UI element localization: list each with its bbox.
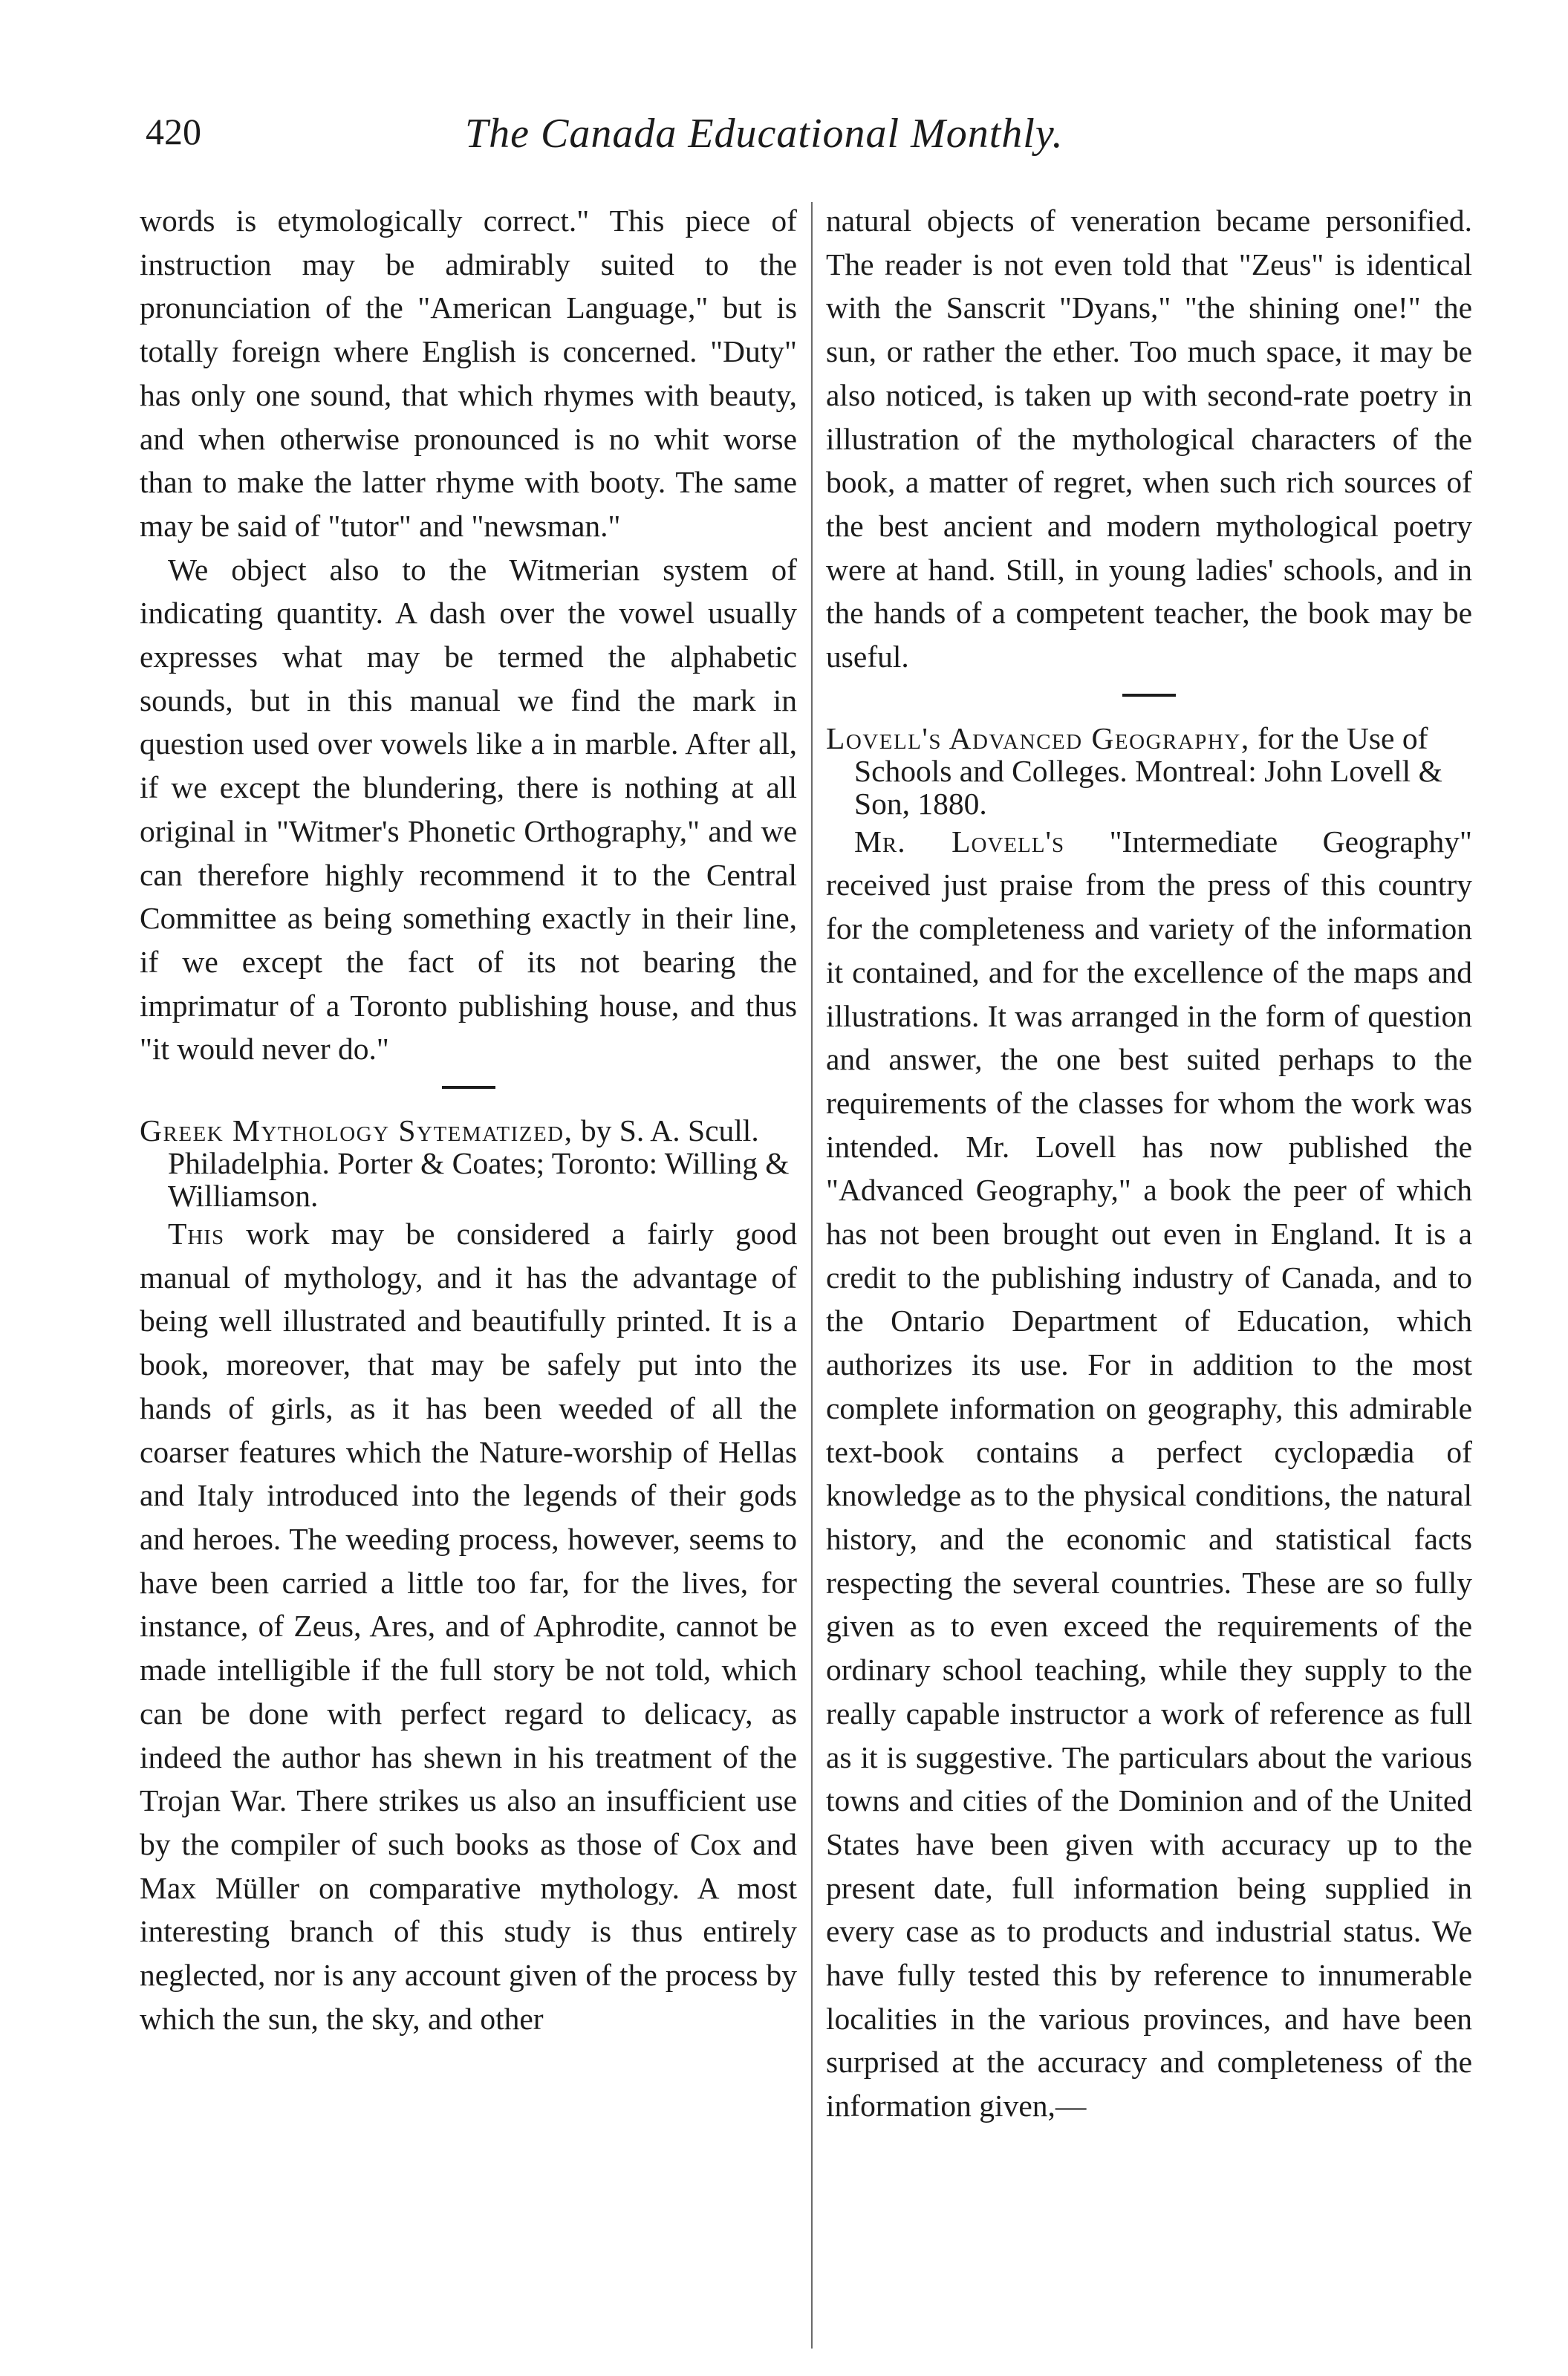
body-text: work may be considered a fairly good manual of mythology, and it has the advantage of being well illustrated and beautifully printed. It is a book, moreover, that may be safely put into the hands of girls, as it has been weeded of all the coarser features which the Nature-worship of Hellas and Italy introduced into the legends of their gods and heroes. The weeding process, however, seems to have been carried a little too far, for the lives, for instance, of Zeus, Ares, and of Aphrodite, cannot be made intelligible if the full story be not told, which can be done with perfect regard to delicacy, as indeed the author has shewn in his treatment of the Trojan War. There strikes us also an insufficient use by the compiler of such books as those of Cox and Max Müller on comparative mythology. A most interesting branch of this study is thus entirely neglected, nor is any account given of the process by which the sun, the sky, and other [140,1217,797,2036]
review-heading [826,722,1472,820]
lead-word: Mr. Lovell's [854,824,1065,859]
paragraph: natural objects of veneration became personified. The reader is not even told that "Zeus" is identical with the Sanscrit "Dyans," "the shining one!" the sun, or rather the ether. Too much space, it may be also noticed, is taken up with second-rate poetry in illustration of the mythological characters of the book, a matter of regret, when such rich sources of the best ancient and modern mythological poetry were at hand. Still, in young ladies' schools, and in the hands of a competent teacher, the book may be useful. [826,204,1472,674]
column-divider [811,202,813,2349]
page-header [146,110,1468,177]
section-rule [826,679,1472,722]
body-text: "Intermediate Geography" received just praise from the press of this country for the completeness and variety of the information it contained, and for the excellence of the maps and illustrations. It was arranged in the form of question and answer, the one best suited perhaps to the requirements of the classes for whom the work was intended. Mr. Lovell has now published the "Advanced Geography," a book the peer of which has not been brought out even in England. It is a credit to the publishing industry of Canada, and to the Ontario Department of Education, which authorizes its use. For in addition to the most complete information on geography, this admirable text-book contains a perfect cyclopædia of knowledge as to the physical conditions, the natural history, and the economic and statistical facts respecting the several countries. These are so fully given as to even exceed the requirements of the ordinary school teaching, while they supply to the really capable instructor a work of reference as full as it is suggestive. The particulars about the various towns and cities of the Dominion and of the United States have been given with accuracy up to the present date, full information being supplied in every case as to products and industrial status. We have fully tested this by reference to innumerable localities in the various provinces, and have been surprised at the accuracy and completeness of the information given,— [826,824,1473,2123]
paragraph: words is etymologically correct." This piece of instruction may be admirably suited to the pronunciation of the "American Language," but is totally foreign where English is concerned. "Duty" has only one sound, that which rhymes with beauty, and when otherwise pronounced is no whit worse than to make the latter rhyme with booty. The same may be said of "tutor" and "newsman." [140,204,797,543]
lead-word: This [168,1217,225,1252]
review-heading [140,1114,797,1212]
paragraph: We object also to the Witmerian system of indicating quantity. A dash over the vowel usually expresses what may be termed the alphabetic sounds, but in this manual we find the mark in question used over vowels like a in marble. After all, if we except the blundering, there is nothing at all original in "Witmer's Phonetic Orthography," and we can therefore highly recommend it to the Central Committee as being something exactly in their line, if we except the fact of its not bearing the imprimatur of a Toronto publishing house, and thus "it would never do." [140,552,797,1067]
running-title: The Canada Educational Monthly. [465,111,1064,157]
review-body [140,1212,797,2040]
review-citation: by S. A. Scull. Philadelphia. Porter & Coates; Toronto: Willing & Williamson. [168,1113,790,1214]
review-body [826,820,1472,2128]
page-number: 420 [146,111,201,152]
right-column [826,199,1472,2128]
review-title: Greek Mythology Sytematized, [140,1113,573,1148]
review-title: Lovell's Advanced Geography, [826,720,1250,755]
left-column [140,199,797,2040]
review-citation: for the Use of Schools and Colleges. Montreal: John Lovell & Son, 1880. [854,720,1442,821]
section-rule [140,1071,797,1114]
